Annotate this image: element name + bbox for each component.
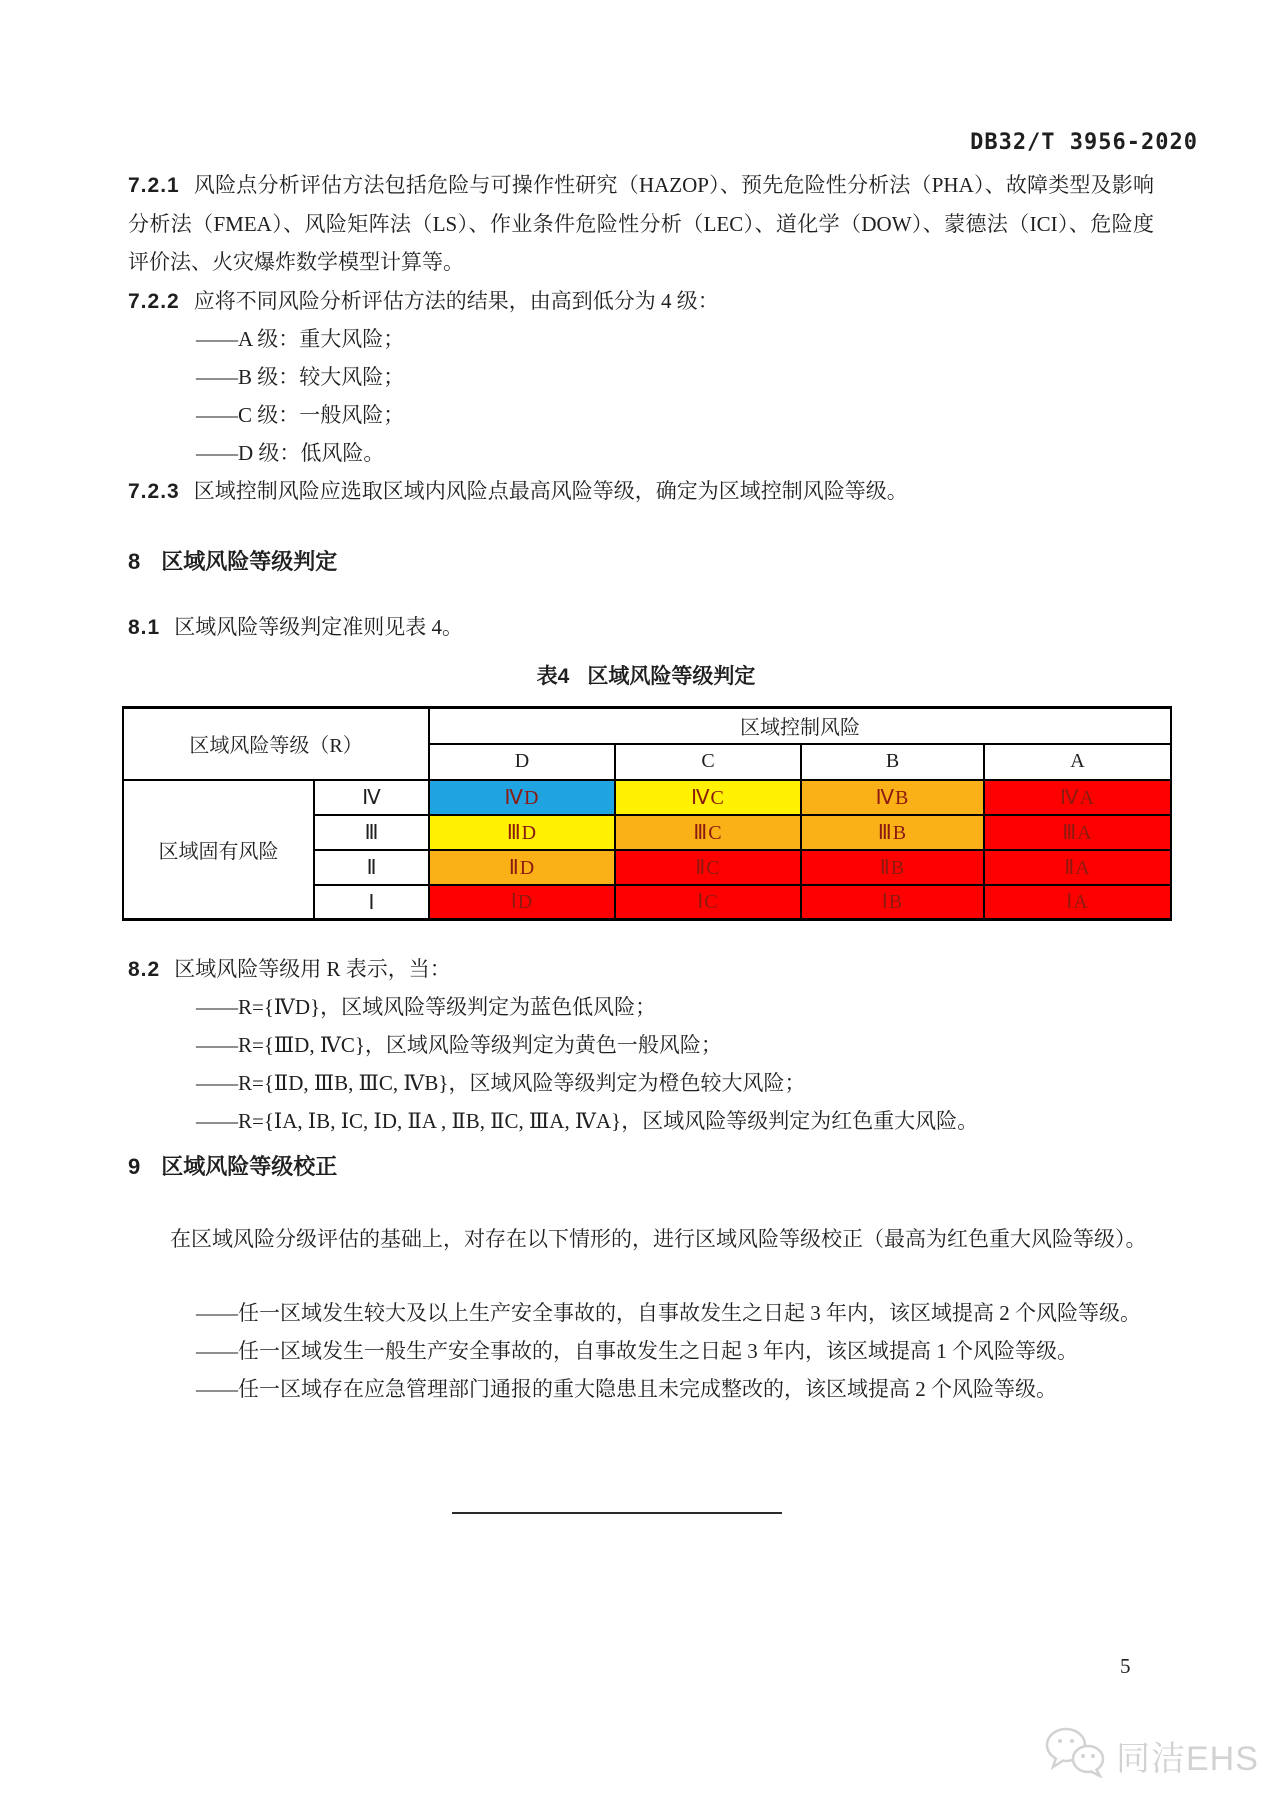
risk-cell-IIB: ⅡB	[801, 850, 984, 885]
risk-cell-IC: ⅠC	[615, 885, 801, 920]
row-label-II: Ⅱ	[314, 850, 429, 885]
clause-label-7-2-3: 7.2.3	[128, 480, 180, 503]
risk-cell-IIA: ⅡA	[984, 850, 1171, 885]
watermark-text: 同洁EHS	[1116, 1739, 1259, 1778]
heading-8-title: 区域风险等级判定	[161, 549, 338, 574]
risk-cell-IIC: ⅡC	[615, 850, 801, 885]
list-item: ——R={ⅣD}，区域风险等级判定为蓝色低风险；	[196, 995, 657, 1019]
row-label-III: Ⅲ	[314, 815, 429, 850]
correction-list	[196, 1294, 1164, 1408]
row-label-I: Ⅰ	[314, 885, 429, 920]
list-item: ——R={ⅡD, ⅢB, ⅢC, ⅣB}，区域风险等级判定为橙色较大风险；	[196, 1071, 806, 1095]
wechat-icon	[1044, 1726, 1108, 1791]
risk-matrix-table	[122, 706, 1172, 921]
heading-9-number: 9	[128, 1154, 142, 1179]
paragraph-8-1	[128, 608, 463, 647]
clause-text-7-2-2: 应将不同风险分析评估方法的结果，由高到低分为 4 级：	[193, 289, 719, 313]
clause-text-7-2-1: 风险点分析评估方法包括危险与可操作性研究（HAZOP）、预先危险性分析法（PHA）、故障类型及影响分析法（FMEA）、风险矩阵法（LS）、作业条件危险性分析（LEC）、道化学（DOW）、蒙德法（ICI）、危险度评价法、火灾爆炸数学模型计算等。	[128, 173, 1154, 274]
risk-matrix-table-wrap	[122, 706, 1172, 921]
table-4-title	[122, 658, 1170, 696]
risk-cell-IB: ⅠB	[801, 885, 984, 920]
list-item: ——R={ⅢD, ⅣC}，区域风险等级判定为黄色一般风险；	[196, 1033, 722, 1057]
corner-header-cell: 区域风险等级（R）	[123, 708, 429, 780]
list-item: ——R={ⅠA, ⅠB, ⅠC, ⅠD, ⅡA , ⅡB, ⅡC, ⅢA, ⅣA}，区域风险等级判定为红色重大风险。	[196, 1109, 979, 1133]
risk-cell-IVA: ⅣA	[984, 780, 1171, 815]
clause-label-7-2-1: 7.2.1	[128, 174, 180, 197]
col-header-C: C	[615, 744, 801, 780]
clause-text-8-1: 区域风险等级判定准则见表 4。	[174, 615, 463, 639]
risk-cell-IIIA: ⅢA	[984, 815, 1171, 850]
group-header-cell: 区域控制风险	[429, 708, 1171, 744]
paragraph-7-2-2	[128, 282, 719, 321]
col-header-A: A	[984, 744, 1171, 780]
risk-cell-IIIC: ⅢC	[615, 815, 801, 850]
risk-level-list	[196, 320, 404, 472]
risk-judgement-list	[196, 988, 1186, 1140]
list-item: ——任一区域发生较大及以上生产安全事故的，自事故发生之日起 3 年内，该区域提高 2 个风险等级。	[196, 1301, 1141, 1325]
heading-9-title: 区域风险等级校正	[161, 1154, 338, 1179]
list-item: ——C 级：一般风险；	[196, 403, 405, 427]
heading-8	[128, 543, 337, 581]
risk-cell-IIID: ⅢD	[429, 815, 615, 850]
clause-label-7-2-2: 7.2.2	[128, 290, 180, 313]
clause-label-8-1: 8.1	[128, 616, 161, 639]
table-4-caption: 区域风险等级判定	[587, 665, 756, 688]
clause-text-7-2-3: 区域控制风险应选取区域内风险点最高风险等级，确定为区域控制风险等级。	[193, 479, 908, 503]
list-item: ——任一区域存在应急管理部门通报的重大隐患且未完成整改的，该区域提高 2 个风险等级。	[196, 1377, 1057, 1401]
end-divider	[452, 1512, 782, 1514]
clause-text-8-2: 区域风险等级用 R 表示，当：	[174, 957, 451, 981]
heading-8-number: 8	[128, 549, 142, 574]
risk-cell-IVD: ⅣD	[429, 780, 615, 815]
risk-cell-IVC: ⅣC	[615, 780, 801, 815]
risk-cell-IID: ⅡD	[429, 850, 615, 885]
paragraph-7-2-1	[128, 166, 1154, 281]
col-header-D: D	[429, 744, 615, 780]
paragraph-9-intro: 在区域风险分级评估的基础上，对存在以下情形的，进行区域风险等级校正（最高为红色重大风险等级）。	[170, 1227, 1147, 1251]
col-header-B: B	[801, 744, 984, 780]
paragraph-7-2-3	[128, 472, 908, 511]
table-4-label: 表4	[536, 665, 570, 688]
row-group-header: 区域固有风险	[123, 780, 314, 920]
doc-number: DB32/T 3956-2020	[970, 130, 1198, 155]
paragraph-8-2	[128, 950, 451, 989]
risk-cell-IVB: ⅣB	[801, 780, 984, 815]
row-label-IV: Ⅳ	[314, 780, 429, 815]
heading-9	[128, 1148, 337, 1186]
page-number: 5	[1120, 1654, 1131, 1678]
list-item: ——A 级：重大风险；	[196, 327, 405, 351]
clause-label-8-2: 8.2	[128, 958, 161, 981]
list-item: ——B 级：较大风险；	[196, 365, 405, 389]
list-item: ——任一区域发生一般生产安全事故的，自事故发生之日起 3 年内，该区域提高 1 个风险等级。	[196, 1339, 1078, 1363]
list-item: ——D 级：低风险。	[196, 441, 385, 465]
watermark	[1044, 1726, 1259, 1791]
risk-cell-IA: ⅠA	[984, 885, 1171, 920]
risk-cell-ID: ⅠD	[429, 885, 615, 920]
risk-cell-IIIB: ⅢB	[801, 815, 984, 850]
